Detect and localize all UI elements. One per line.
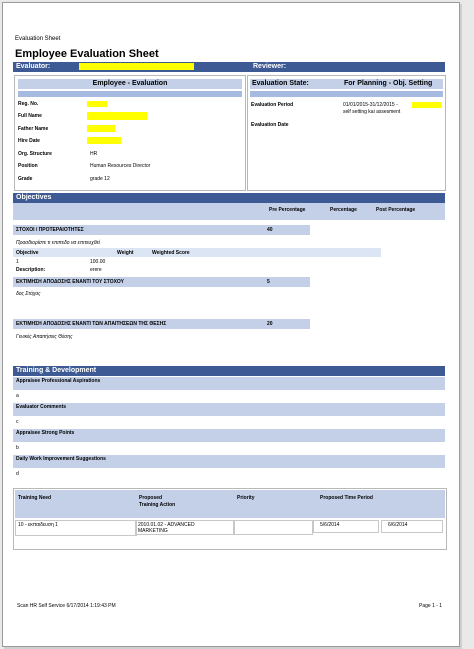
hdr-objective: Objective xyxy=(16,250,39,256)
grade-label: Grade xyxy=(18,176,33,182)
col-post-percentage: Post Percentage xyxy=(376,207,416,213)
objective-row-weight: 100.00 xyxy=(90,259,106,265)
training-table-row xyxy=(15,520,445,535)
objective-group-3-desc: Γενικές Απαιτήσεις Θέσης xyxy=(16,334,73,340)
evaluation-period-value: 01/01/2015-31/12/2015 - xyxy=(343,102,398,108)
training-item-1 xyxy=(13,377,445,390)
row-time-to: 6/6/2014 xyxy=(381,520,443,533)
employee-subheader xyxy=(18,91,242,97)
col-percentage: Percentage xyxy=(330,207,357,213)
org-structure-value: HR xyxy=(90,151,98,157)
row-training-action-2: MARKETING xyxy=(138,528,168,534)
hire-date-label: Hire Date xyxy=(18,138,40,144)
evaluator-label: Evaluator: xyxy=(16,63,51,70)
training-item-2-label: Evaluator Comments xyxy=(16,404,67,410)
training-item-3-value: b xyxy=(16,445,19,451)
employee-section-title: Employee - Evaluation xyxy=(18,79,242,89)
reg-no-redaction xyxy=(87,101,107,107)
training-table xyxy=(13,488,447,550)
father-name-redaction xyxy=(87,125,115,132)
father-name-label: Father Name xyxy=(18,126,49,132)
objective-group-1-desc: Προσδιορίστε τι επιπεδο να επιτευχθεί xyxy=(16,240,100,246)
training-item-2-value: c xyxy=(16,419,19,425)
objective-group-1 xyxy=(13,225,310,235)
evaluator-redaction xyxy=(79,63,194,70)
row-time-from: 5/6/2014 xyxy=(313,520,379,533)
full-name-redaction xyxy=(87,112,147,120)
col-training-action: Training Action xyxy=(139,502,176,508)
col-proposed-label: Proposed xyxy=(139,495,163,501)
hire-date-redaction xyxy=(87,137,121,144)
objectives-colhead xyxy=(13,203,445,220)
evaluation-state-label: Evaluation State: xyxy=(252,80,309,87)
objectives-title: Objectives xyxy=(16,194,52,201)
row-training-need: 10 - εκπαιδευση 1 xyxy=(15,520,137,536)
training-item-3 xyxy=(13,429,445,442)
evaluation-state-bar xyxy=(250,79,443,89)
objective-group-2-desc: δος Στόχος xyxy=(16,291,41,297)
col-priority: Priority xyxy=(237,495,255,501)
evaluation-sheet-page xyxy=(2,2,460,647)
training-item-1-label: Appraisee Professional Aspirations xyxy=(16,378,101,384)
full-name-label: Full Name xyxy=(18,113,42,119)
header-small: Evaluation Sheet xyxy=(15,36,61,42)
col-proposed-time: Proposed Time Period xyxy=(320,495,373,501)
evaluation-state-box xyxy=(247,75,446,191)
footer-right: Page 1 - 1 xyxy=(419,603,443,609)
objectives-header xyxy=(13,193,445,203)
row-priority xyxy=(234,520,313,535)
training-title: Training & Development xyxy=(16,367,97,374)
training-header xyxy=(13,366,445,376)
objective-group-3-name: ΕΚΤΙΜΗΣΗ ΑΠΟΔΟΣΗΣ ΕΝΑΝΤΙ ΤΩΝ ΑΠΑΙΤΗΣΕΩΝ ΤΗΣ ΘΕΣΗΣ xyxy=(16,321,167,327)
row-training-action-1: 2010.01.02 - ADVANCED xyxy=(138,522,195,528)
evaluation-subheader xyxy=(250,91,443,97)
objective-group-2-name: ΕΚΤΙΜΗΣΗ ΑΠΟΔΟΣΗΣ ΕΝΑΝΤΙ ΤΟΥ ΣΤΟΧΟΥ xyxy=(16,279,125,285)
objective-group-1-pre: 40 xyxy=(267,227,273,233)
evaluation-period-label: Evaluation Period xyxy=(251,102,294,108)
description-value: erere xyxy=(90,267,102,273)
position-label: Position xyxy=(18,163,38,169)
row-training-action xyxy=(135,520,234,535)
evaluation-state-value: For Planning - Obj. Setting xyxy=(344,80,433,87)
org-structure-label: Org. Structure xyxy=(18,151,52,157)
col-pre-percentage: Pre Percentage xyxy=(269,207,306,213)
objective-group-3 xyxy=(13,319,310,329)
objective-group-3-pre: 20 xyxy=(267,321,273,327)
training-item-4 xyxy=(13,455,445,468)
description-label: Description: xyxy=(16,267,46,273)
training-item-2 xyxy=(13,403,445,416)
evaluation-date-label: Evaluation Date xyxy=(251,122,289,128)
training-item-4-label: Daily Work Improvement Suggestions xyxy=(16,456,106,462)
training-table-header xyxy=(15,490,445,518)
grade-value: grade 12 xyxy=(90,176,110,182)
objective-table-header xyxy=(13,248,381,257)
evaluator-bar xyxy=(13,62,445,72)
evaluation-period-redaction xyxy=(412,102,442,108)
employee-box xyxy=(14,75,246,191)
training-item-1-value: a xyxy=(16,393,19,399)
page-title: Employee Evaluation Sheet xyxy=(15,48,159,60)
training-item-4-value: d xyxy=(16,471,19,477)
objective-group-2-pre: 5 xyxy=(267,279,270,285)
hdr-weighted-score: Weighted Score xyxy=(152,250,190,256)
footer-left: Scan HR Self Service 6/17/2014 1:19:43 PM xyxy=(17,603,116,609)
objective-group-1-name: ΣΤΟΧΟΙ / ΠΡΟΤΕΡΑΙΟΤΗΤΕΣ xyxy=(16,227,84,233)
evaluation-period-value-2: self setting kai assesment xyxy=(343,109,401,115)
objective-row-number: 1 xyxy=(16,259,19,265)
objective-group-2 xyxy=(13,277,310,287)
hdr-weight: Weight xyxy=(117,250,134,256)
reg-no-label: Reg. No. xyxy=(18,101,39,107)
col-training-need: Training Need xyxy=(18,495,52,501)
position-value: Human Resources Director xyxy=(90,163,151,169)
training-item-3-label: Appraisee Strong Points xyxy=(16,430,75,436)
reviewer-label: Reviewer: xyxy=(253,63,287,70)
